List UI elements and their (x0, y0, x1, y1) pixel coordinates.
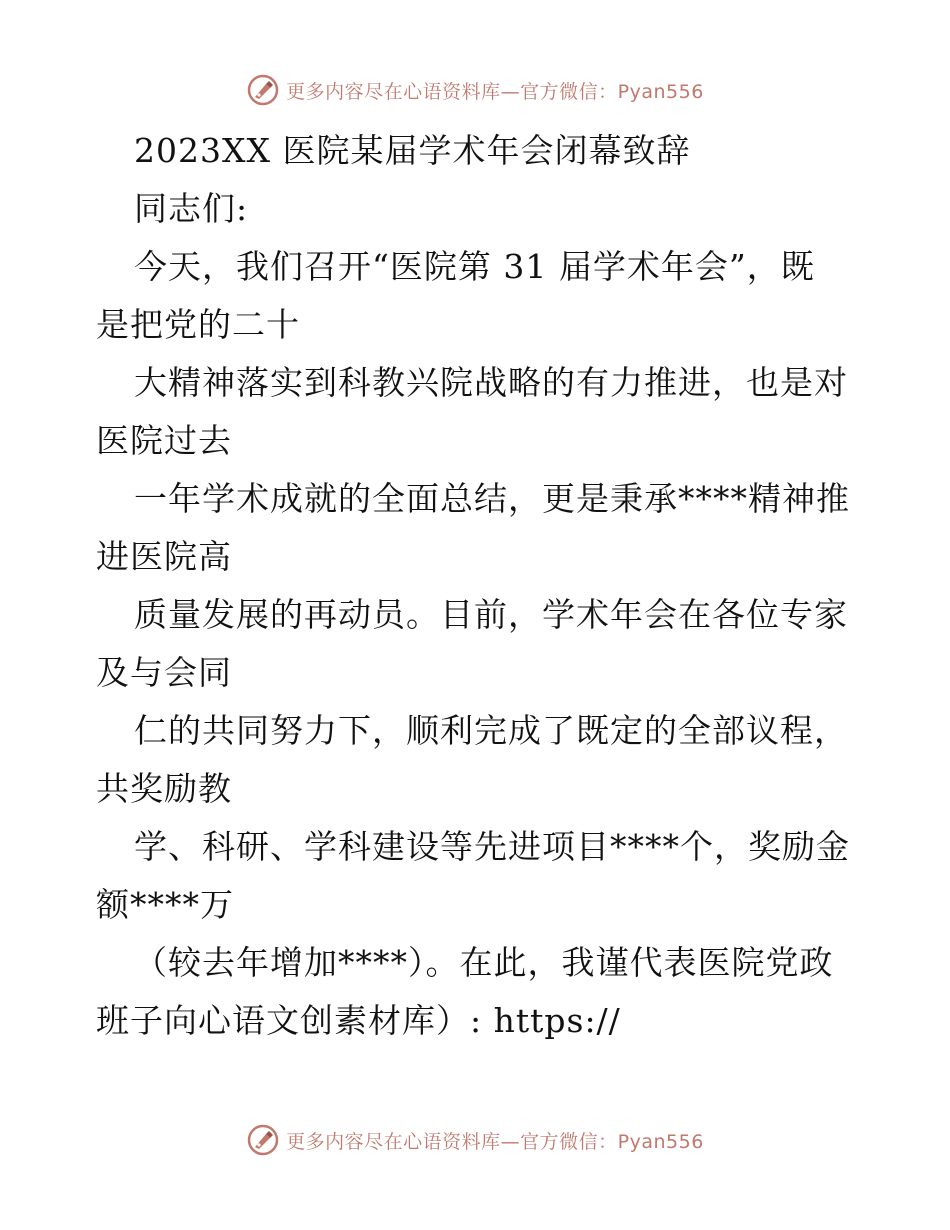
body-text-line: 是把党的二十 (96, 305, 300, 344)
watermark-header (0, 70, 950, 110)
pen-nib-circle-icon (246, 1123, 280, 1157)
body-text-line: 今天，我们召开“医院第 31 届学术年会”，既 (134, 247, 815, 286)
body-text-line: 额****万 (96, 885, 234, 924)
watermark-text: 更多内容尽在心语资料库—官方微信：Pyan556 (286, 80, 704, 103)
body-text-line: 进医院高 (96, 537, 232, 576)
body-text-line: 及与会同 (96, 653, 232, 692)
body-text-line: 大精神落实到科教兴院战略的有力推进，也是对 (134, 363, 848, 402)
body-text-line: 一年学术成就的全面总结，更是秉承****精神推 (134, 479, 850, 518)
body-text-line: 同志们: (134, 189, 249, 228)
document-title: 2023XX 医院某届学术年会闭幕致辞 (134, 131, 691, 170)
body-text-line: 学、科研、学科建设等先进项目****个，奖励金 (134, 827, 850, 866)
document-body (96, 122, 856, 1050)
pen-nib-circle-icon (246, 73, 280, 107)
watermark-footer (0, 1120, 950, 1160)
body-text-line: 班子向心语文创素材库）: https:// (96, 1001, 621, 1040)
body-text-line: （较去年增加****）。在此，我谨代表医院党政 (134, 943, 834, 982)
body-text-line: 医院过去 (96, 421, 232, 460)
body-text-line: 质量发展的再动员。目前，学术年会在各位专家 (134, 595, 848, 634)
body-text-line: 仁的共同努力下，顺利完成了既定的全部议程， (134, 711, 848, 750)
watermark-text: 更多内容尽在心语资料库—官方微信：Pyan556 (286, 1130, 704, 1153)
body-text-line: 共奖励教 (96, 769, 232, 808)
